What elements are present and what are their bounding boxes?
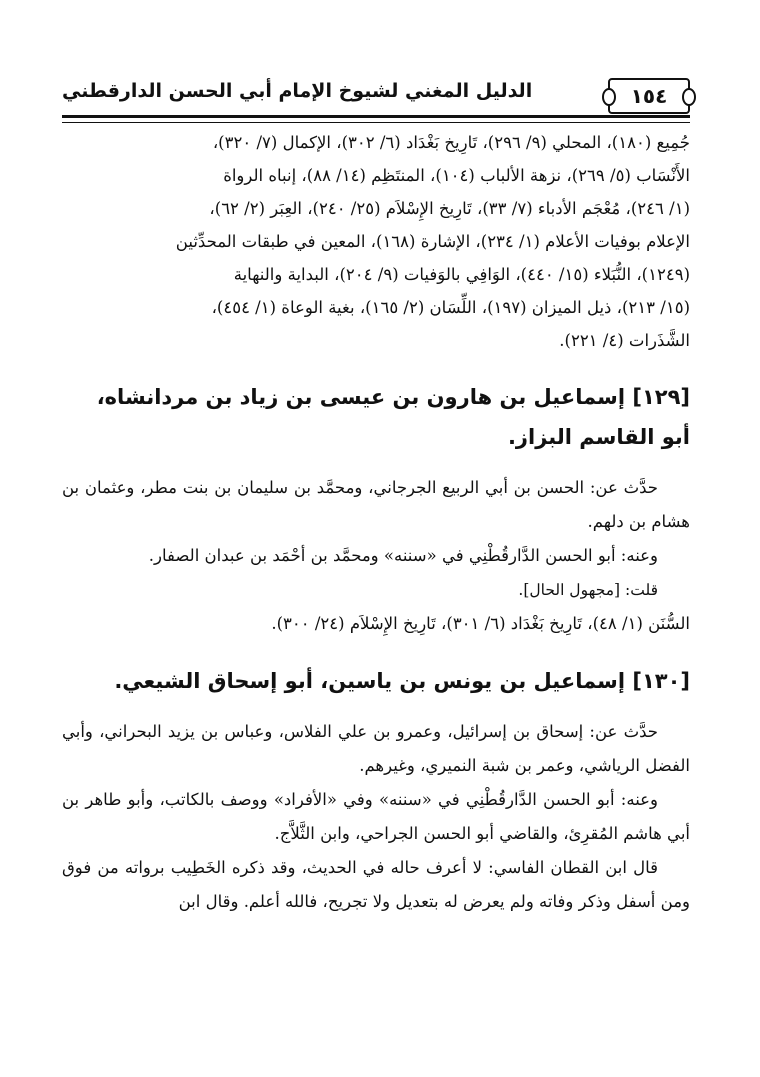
page-header <box>62 74 690 118</box>
references-line: جُمِيع (١٨٠)، المحلي (٩/ ٢٩٦)، تَارِيخ بَغْدَاد (٦/ ٣٠٢)، الإكمال (٧/ ٣٢٠)، <box>212 133 690 152</box>
page-number: ١٥٤ <box>608 78 690 114</box>
references-line: (١٢٤٩)، النُّبَلاء (١٥/ ٤٤٠)، الوَافِي بالوَفيات (٩/ ٢٠٤)، البداية والنهاية <box>233 265 690 284</box>
references-line: الأَنْسَاب (٥/ ٢٦٩)، نزهة الألباب (١٠٤)، المنتَظِم (١٤/ ٨٨)، إنباه الرواة <box>223 166 690 185</box>
references-paragraph <box>62 126 690 357</box>
entry-130-narrators: وعنه: أبو الحسن الدَّارقُطْنِي في «سننه» وفي «الأفراد» ووصف بالكاتب، وأبو طاهر بن أبي هاشم المُقرِئ، والقاضي أبو الحسن الجراحي، وابن الثَّلاَّج. <box>62 790 690 843</box>
entry-130-heard-from: حدَّث عن: إسحاق بن إسرائيل، وعمرو بن علي الفلاس، وعباس بن يزيد البحراني، وأبي الفضل الرياشي، وعمر بن شبة النميري، وغيرهم. <box>62 722 690 775</box>
entry-130-title: [١٣٠] إسماعيل بن يونس بن ياسين، أبو إسحاق الشيعي. <box>114 669 690 693</box>
entry-130-comment: قال ابن القطان الفاسي: لا أعرف حاله في الحديث، وقد ذكره الخَطِيب برواته من فوق ومن أسفل وذكر وفاته ولم يعرض له بتعديل ولا تجريح، فالله أعلم. وقال ابن <box>62 858 690 911</box>
references-line: (١/ ٢٤٦)، مُعْجَم الأدباء (٧/ ٣٣)، تَارِيخ الإِسْلاَم (٢٥/ ٢٤٠)، العِبَر (٢/ ٦٢)، <box>209 199 690 218</box>
references-line: الشَّذَرات (٤/ ٢٢١). <box>559 331 690 350</box>
header-rule <box>62 115 690 118</box>
entry-129-narrators: وعنه: أبو الحسن الدَّارقُطْنِي في «سننه» ومحمَّد بن أحْمَد بن عبدان الصفار. <box>148 546 658 565</box>
running-title: الدليل المغني لشيوخ الإمام أبي الحسن الدارقطني <box>62 80 533 102</box>
header-rule-thin <box>62 122 690 123</box>
entry-129-sources: السُّنَن (١/ ٤٨)، تَارِيخ بَغْدَاد (٦/ ٣٠١)، تَارِيخ الإِسْلاَم (٢٤/ ٣٠٠). <box>271 614 690 633</box>
entry-129-title: [١٢٩] إسماعيل بن هارون بن عيسى بن زياد بن مردانشاه، أبو القاسم البزاز. <box>96 385 690 449</box>
entry-129-heard-from: حدَّث عن: الحسن بن أبي الربيع الجرجاني، ومحمَّد بن سليمان بن بنت مطر، وعثمان بن هشام بن دلهم. <box>62 478 690 531</box>
references-line: الإعلام بوفيات الأعلام (١/ ٢٣٤)، الإشارة (١٦٨)، المعين في طبقات المحدِّثين <box>175 232 690 251</box>
entry-129-note: قلت: [مجهول الحال]. <box>518 581 658 599</box>
page-content <box>62 126 690 919</box>
references-line: (١٥/ ٢١٣)، ذيل الميزان (١٩٧)، اللِّسَان (٢/ ١٦٥)، بغية الوعاة (١/ ٤٥٤)، <box>211 298 690 317</box>
